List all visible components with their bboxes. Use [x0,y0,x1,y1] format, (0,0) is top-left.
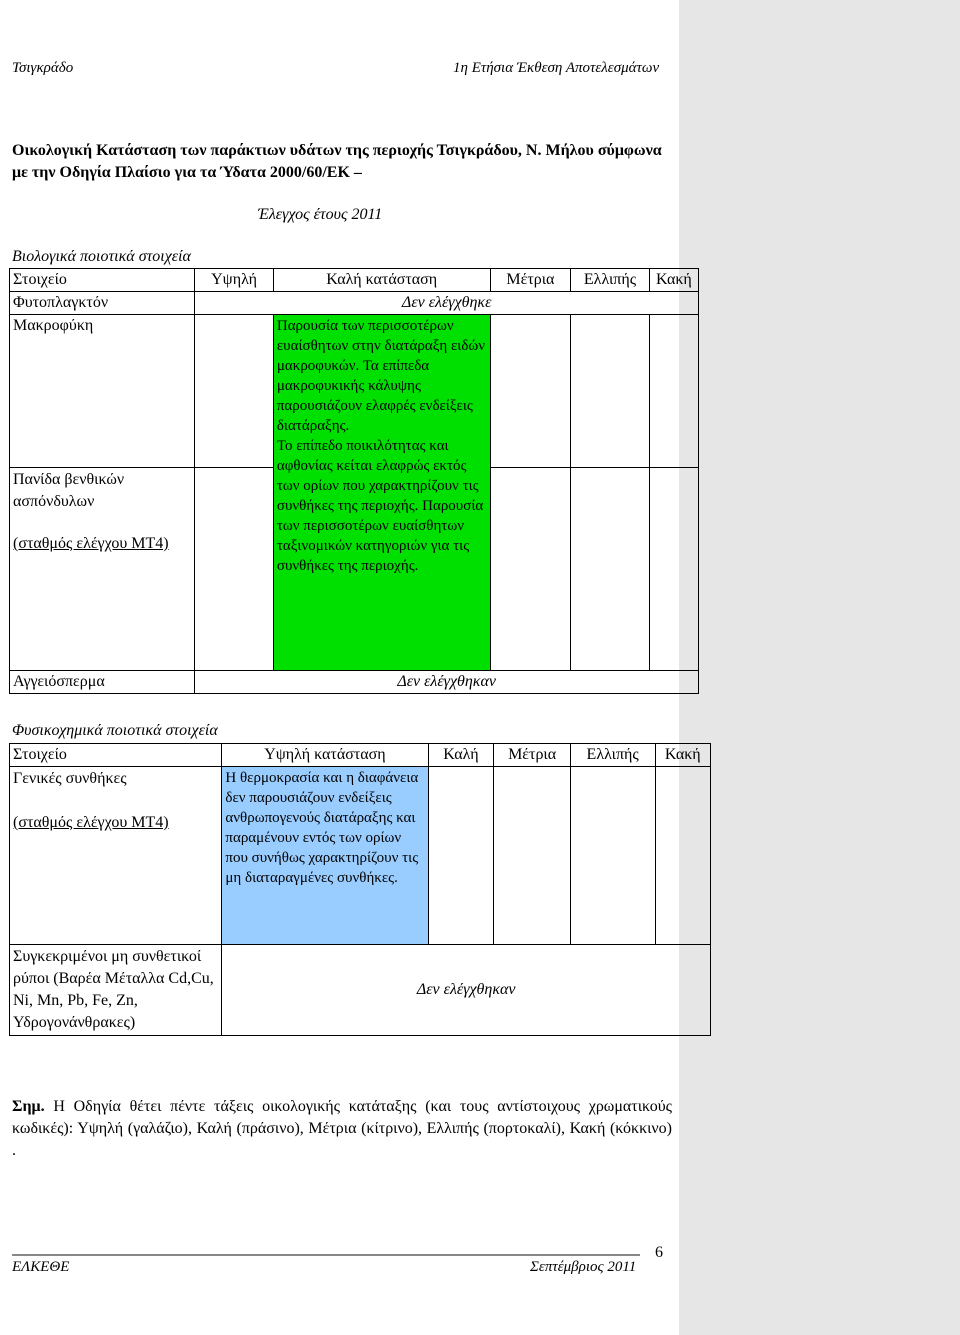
status-value: Δεν ελέγχθηκε [195,292,699,315]
header-cell: Μέτρια [490,269,571,292]
footer-right: Σεπτέμβριος 2011 [530,1259,637,1275]
empty-cell [494,767,570,945]
benthic-assessment: Το επίπεδο ποικιλότητας και αφθονίας κείται ελαφρώς εκτός των ορίων που χαρακτηρίζουν τις συνθήκες της περιοχής. Παρουσία των περισσοτέρων ευαίσθητων ταξινομικών κατηγοριών για τις συνθήκες της περιοχής. [276,438,484,574]
empty-cell [571,315,650,468]
header-cell: Στοιχείο [10,744,222,767]
physicochemical-table [9,743,711,1036]
header-cell: Μέτρια [494,744,570,767]
empty-cell [649,468,698,671]
empty-cell [428,767,494,945]
header-cell: Κακή [649,269,698,292]
phys-section-title: Φυσικοχημικά ποιοτικά στοιχεία [12,722,218,739]
table-header-row [10,269,699,292]
table-row [10,671,699,694]
note-text: Η Οδηγία θέτει πέντε τάξεις οικολογικής κατάταξης (και τους αντίστοιχους χρωματικούς κωδικές): Υψηλή (γαλάζιο), Καλή (πράσινο), Μέτρια (κίτρινο), Ελλιπής (πορτοκαλί), Κακή (κόκκινο) . [12,1098,672,1159]
note-label: Σημ. [12,1098,45,1115]
table-header-row [10,744,711,767]
empty-cell [490,468,571,671]
macrophyte-assessment: Παρουσία των περισσοτέρων ευαίσθητων στην διατάραξη ειδών μακροφυκών. Τα επίπεδα μακροφυκικής κάλυψης παρουσιάζουν ελαφρές ενδείξεις διατάραξης. [276,318,486,434]
empty-cell [195,315,274,468]
row-label: Συγκεκριμένοι μη συνθετικοί ρύποι (Βαρέα Μέταλλα Cd,Cu, Ni, Mn, Pb, Fe, Zn, Υδρογονάνθρακες) [10,945,222,1036]
row-label: Φυτοπλαγκτόν [10,292,195,315]
table-row [10,767,711,945]
header-cell: Υψηλή [195,269,274,292]
empty-cell [195,468,274,671]
empty-cell [655,767,710,945]
footer-left: ΕΛΚΕΘΕ [12,1259,70,1275]
biological-table [9,268,699,694]
row-label: Αγγειόσπερμα [10,671,195,694]
status-value: Δεν ελέγχθηκαν [195,671,699,694]
empty-cell [571,468,650,671]
high-status-cell [222,767,428,945]
general-conditions-assessment: Η θερμοκρασία και η διαφάνεια δεν παρουσιάζουν ενδείξεις ανθρωπογενούς διατάραξης και παραμένουν εντός των ορίων που συνήθως χαρακτηρίζουν τις μη διαταραγμένες συνθήκες. [225,770,419,886]
station-label: (σταθμός ελέγχου ΜΤ4) [13,814,169,831]
row-label: Μακροφύκη [10,315,195,468]
status-value: Δεν ελέγχθηκαν [222,945,711,1036]
page-number: 6 [655,1244,663,1261]
general-conditions-label: Γενικές συνθήκες [13,770,127,787]
header-cell: Ελλιπής [570,744,655,767]
footer-divider [12,1254,640,1256]
benthic-label: Πανίδα βενθικών ασπόνδυλων [13,471,125,510]
station-label: (σταθμός ελέγχου ΜΤ4) [13,535,169,552]
header-cell: Καλή [428,744,494,767]
review-pane [679,0,960,1335]
table-row [10,292,699,315]
document-subtitle: Έλεγχος έτους 2011 [258,206,383,223]
header-cell: Ελλιπής [571,269,650,292]
header-cell: Καλή κατάσταση [273,269,490,292]
row-label [10,468,195,671]
header-cell: Υψηλή κατάσταση [222,744,428,767]
note-paragraph [12,1096,672,1162]
header-cell: Κακή [655,744,710,767]
document-title: Οικολογική Κατάσταση των παράκτιων υδάτων της περιοχής Τσιγκράδου, Ν. Μήλου σύμφωνα με την Οδηγία Πλαίσιο για τα Ύδατα 2000/60/ΕΚ – [12,142,662,181]
table-row [10,945,711,1036]
header-cell: Στοιχείο [10,269,195,292]
empty-cell [649,315,698,468]
header-left: Τσιγκράδο [12,60,74,76]
empty-cell [490,315,571,468]
empty-cell [570,767,655,945]
header-right: 1η Ετήσια Έκθεση Αποτελεσμάτων [453,60,660,76]
table-row [10,315,699,468]
good-status-cell [273,315,490,671]
bio-section-title: Βιολογικά ποιοτικά στοιχεία [12,248,191,265]
row-label [10,767,222,945]
